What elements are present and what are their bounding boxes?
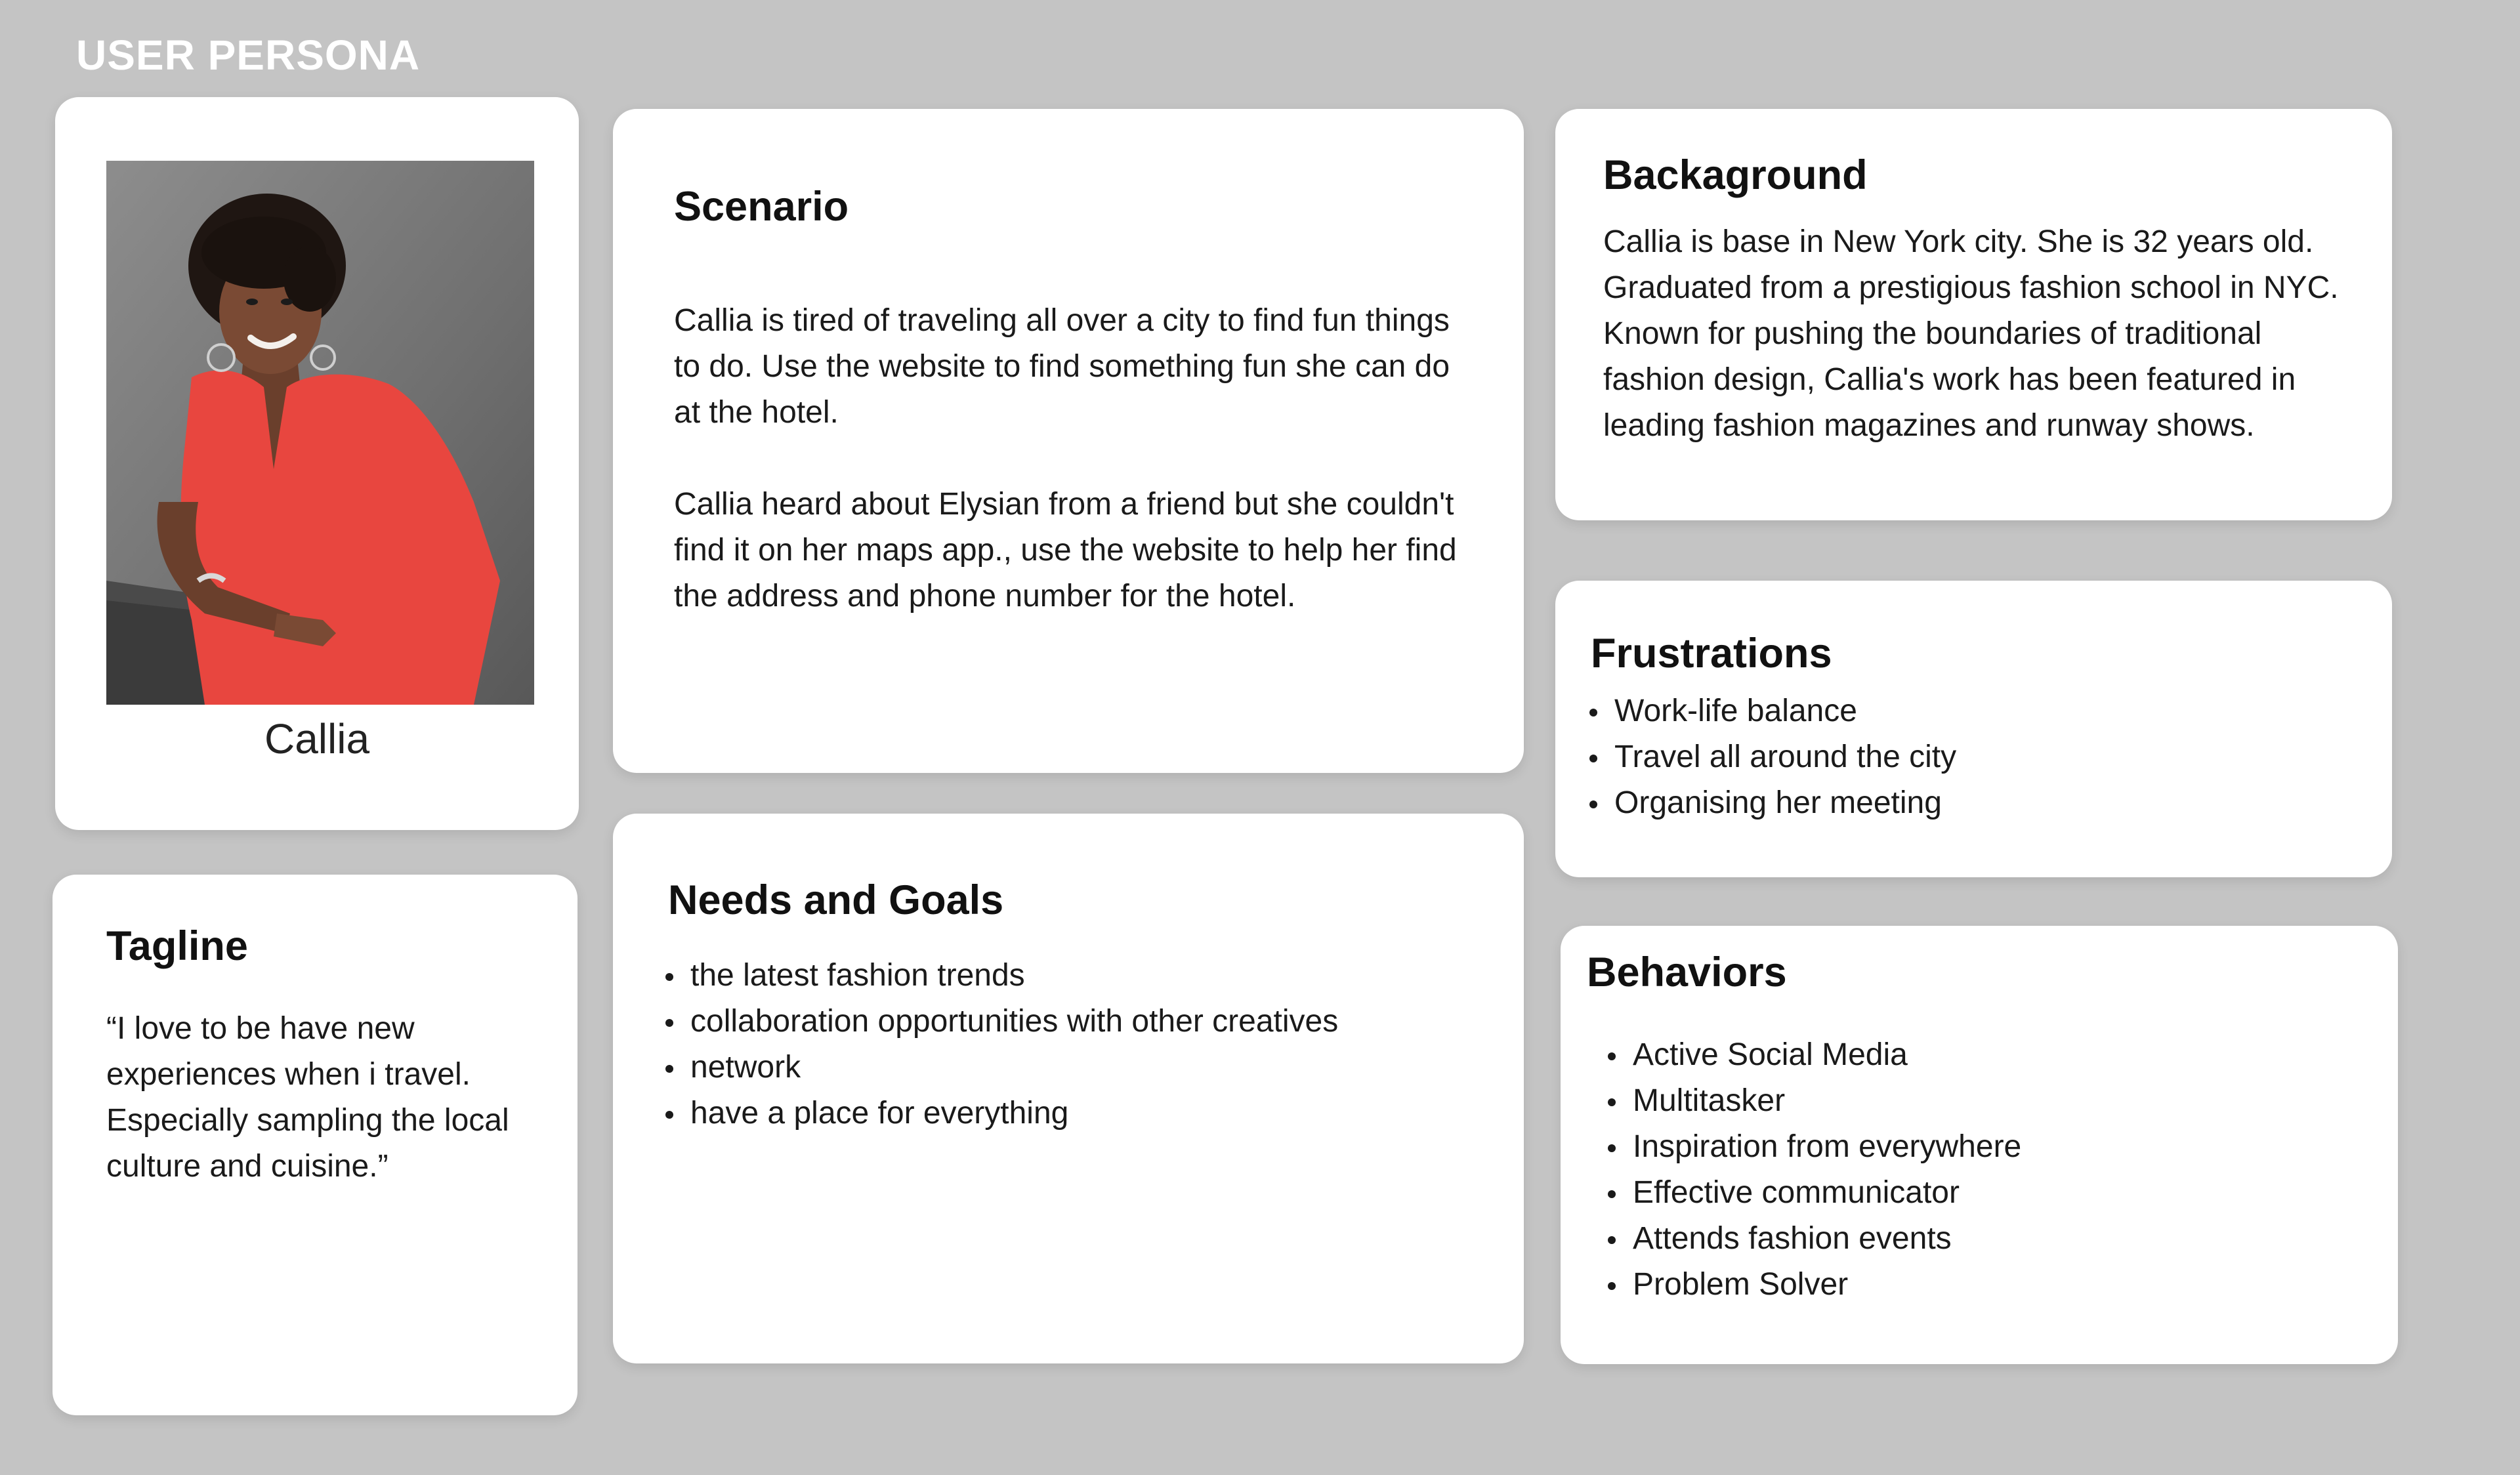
tagline-card [52,875,578,1415]
page-title: USER PERSONA [76,31,421,79]
background-text: Callia is base in New York city. She is 32 years old. Graduated from a prestigious fashion school in NYC. Known for pushing the boundaries of traditional fashion design, Callia's work has been featured in leading fashion magazines and runway shows. [1603,224,2339,443]
list-item: Multitasker [1603,1078,2021,1124]
behaviors-heading: Behaviors [1587,949,1787,995]
persona-name: Callia [264,715,370,762]
list-item: Active Social Media [1603,1032,2021,1078]
needs-goals-list [660,953,1338,1136]
list-item: network [660,1045,1338,1091]
list-item: Work-life balance [1584,688,1956,734]
scenario-paragraph: Callia is tired of traveling all over a city to find fun things to do. Use the website to find something fun she can do at the hotel. [674,303,1450,430]
persona-card [55,97,579,830]
list-item: Organising her meeting [1584,780,1956,826]
list-item: have a place for everything [660,1091,1338,1136]
behaviors-list [1603,1032,2021,1308]
list-item: collaboration opportunities with other creatives [660,999,1338,1045]
tagline-heading: Tagline [106,923,248,969]
tagline-text: “I love to be have new experiences when i travel. Especially sampling the local culture and cuisine.” [106,1011,509,1184]
behaviors-card [1561,926,2398,1364]
scenario-heading: Scenario [674,184,849,230]
needs-goals-card [613,814,1524,1363]
scenario-card [613,109,1524,773]
list-item: Problem Solver [1603,1262,2021,1308]
needs-goals-heading: Needs and Goals [668,877,1004,923]
list-item: Effective communicator [1603,1170,2021,1216]
list-item: the latest fashion trends [660,953,1338,999]
frustrations-heading: Frustrations [1591,631,1832,676]
persona-photo [106,161,534,705]
list-item: Attends fashion events [1603,1216,2021,1262]
background-card [1555,109,2392,520]
persona-portrait-image [106,161,534,705]
background-heading: Backaground [1603,152,1868,198]
frustrations-list [1584,688,1956,826]
frustrations-card [1555,581,2392,877]
scenario-paragraph: Callia heard about Elysian from a friend but she couldn't find it on her maps app., use the website to help her find the address and phone number for the hotel. [674,487,1457,613]
list-item: Inspiration from everywhere [1603,1124,2021,1170]
list-item: Travel all around the city [1584,734,1956,780]
